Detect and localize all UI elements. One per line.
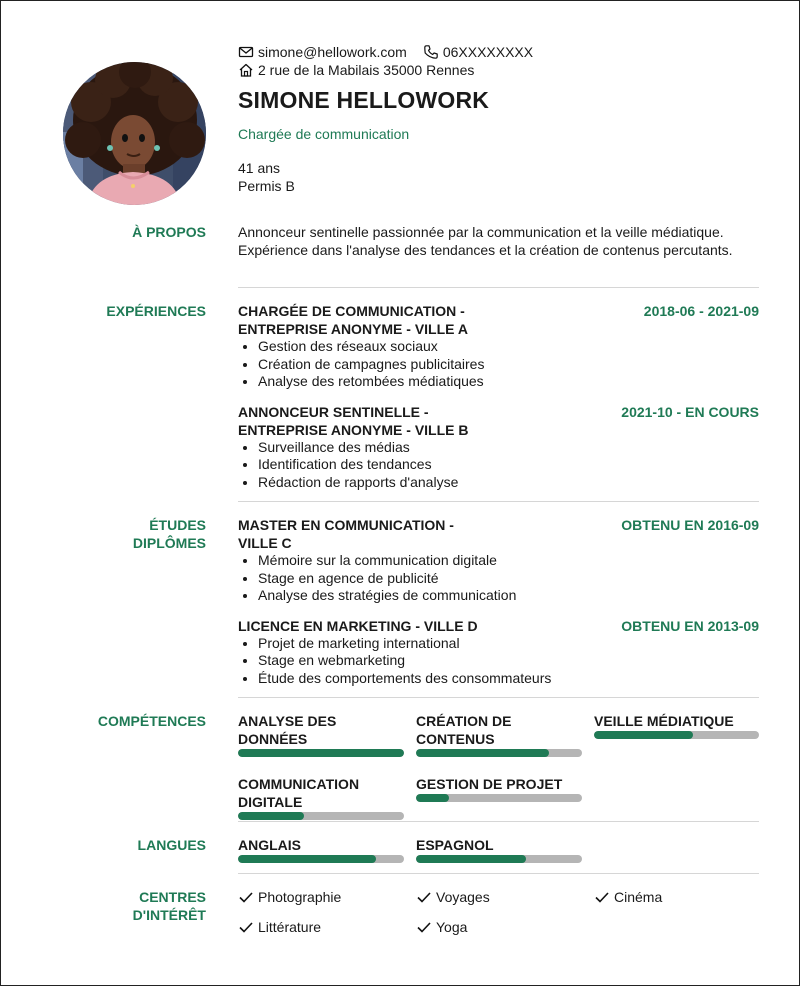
check-icon — [594, 889, 610, 905]
education-title: LICENCE EN MARKETING - VILLE D — [238, 617, 478, 634]
experience-entry — [238, 302, 759, 391]
bullet-item: • Surveillance des médias — [258, 439, 759, 457]
bullet-item: • Mémoire sur la communication digitale — [258, 552, 759, 570]
education-entry — [238, 516, 759, 605]
languages-grid — [238, 836, 759, 863]
skill-bar-fill — [416, 749, 549, 757]
skill-bar-fill — [594, 731, 693, 739]
language-item — [416, 836, 582, 863]
email-item[interactable] — [238, 43, 407, 61]
phone-icon — [423, 44, 439, 60]
interests-section — [238, 888, 759, 936]
interest-item — [238, 918, 416, 936]
email-text[interactable]: simone@hellowork.com — [258, 44, 407, 60]
skill-name: VEILLE MÉDIATIQUE — [594, 713, 734, 729]
skill-name: CRÉATION DE CONTENUS — [416, 713, 512, 747]
section-label-interests — [63, 888, 206, 924]
bullet-item: • Création de campagnes publicitaires — [258, 356, 759, 374]
contact-row-2 — [238, 61, 549, 79]
skill-item — [594, 712, 759, 757]
driving-license: Permis B — [238, 178, 295, 194]
interest-item — [416, 888, 594, 906]
experience-entry — [238, 403, 759, 492]
check-icon — [416, 919, 432, 935]
bullet-item: • Stage en webmarketing — [258, 652, 759, 670]
bullet-item: • Projet de marketing international — [258, 635, 759, 653]
bullet-item: • Analyse des retombées médiatiques — [258, 373, 759, 391]
bullet-item: • Étude des comportements des consommateurs — [258, 670, 759, 688]
profile-photo — [63, 62, 206, 205]
skills-section — [238, 712, 759, 820]
divider — [238, 873, 759, 874]
skill-bar — [594, 731, 759, 739]
address-item — [238, 61, 474, 79]
check-icon — [238, 889, 254, 905]
languages-section — [238, 836, 759, 863]
education-bullets — [238, 635, 759, 688]
job-title: Chargée de communication — [238, 126, 410, 142]
interest-item — [238, 888, 416, 906]
education-title: MASTER EN COMMUNICATION - VILLE C — [238, 517, 454, 551]
skill-bar — [416, 794, 582, 802]
education-date: OBTENU EN 2013-09 — [621, 617, 759, 634]
interest-item — [416, 918, 594, 936]
section-label-education — [63, 516, 206, 552]
experience-bullets — [238, 338, 759, 391]
contact-row-1 — [238, 43, 549, 61]
language-bar-fill — [416, 855, 526, 863]
section-label-skills: COMPÉTENCES — [97, 713, 206, 729]
language-name: ANGLAIS — [238, 837, 301, 853]
education-bullets — [238, 552, 759, 605]
bullet-item: • Gestion des réseaux sociaux — [258, 338, 759, 356]
skill-bar-fill — [416, 794, 449, 802]
interest-label: Photographie — [258, 889, 342, 905]
skill-item — [416, 775, 582, 820]
language-bar — [238, 855, 404, 863]
bullet-item: • Stage en agence de publicité — [258, 570, 759, 588]
section-label-about: À PROPOS — [132, 224, 206, 240]
phone-item[interactable] — [423, 43, 533, 61]
skill-name: GESTION DE PROJET — [416, 776, 563, 792]
bullet-item: • Rédaction de rapports d'analyse — [258, 474, 759, 492]
interest-label: Cinéma — [614, 889, 663, 905]
section-label-line: D'INTÉRÊT — [132, 907, 206, 923]
experience-date: 2018-06 - 2021-09 — [643, 303, 759, 319]
interest-label: Littérature — [258, 919, 322, 935]
divider — [238, 287, 759, 288]
section-label-experiences: EXPÉRIENCES — [106, 303, 206, 319]
personal-info — [238, 159, 295, 195]
skills-grid — [238, 712, 759, 820]
skill-name: ANALYSE DES DONNÉES — [238, 713, 337, 747]
age: 41 ans — [238, 160, 281, 176]
section-label-line: ÉTUDES — [149, 517, 206, 533]
skill-bar-fill — [238, 749, 404, 757]
interests-grid — [238, 888, 759, 936]
language-bar-fill — [238, 855, 376, 863]
experiences-section — [238, 302, 759, 491]
phone-text[interactable]: 06XXXXXXXX — [442, 44, 534, 60]
bullet-item: • Analyse des stratégies de communication — [258, 587, 759, 605]
experience-title: ANNONCEUR SENTINELLE - ENTREPRISE ANONYME - VILLE B — [238, 403, 469, 438]
interest-item — [594, 888, 759, 906]
divider — [238, 697, 759, 698]
skill-item — [238, 775, 404, 820]
skill-bar-fill — [238, 812, 304, 820]
language-bar — [416, 855, 582, 863]
language-name: ESPAGNOL — [416, 837, 494, 853]
interest-label: Voyages — [436, 889, 490, 905]
profile-illustration — [63, 62, 206, 205]
language-item — [238, 836, 404, 863]
candidate-name: SIMONE HELLOWORK — [238, 87, 490, 113]
experience-title: CHARGÉE DE COMMUNICATION - ENTREPRISE ANONYME - VILLE A — [238, 303, 468, 337]
about-text: Annonceur sentinelle passionnée par la communication et la veille médiatique. Expérience dans l'analyse des tendances et la création de contenus percutants. — [238, 224, 733, 258]
skill-bar — [416, 749, 582, 757]
skill-bar — [238, 812, 404, 820]
experience-bullets — [238, 439, 759, 492]
education-date: OBTENU EN 2016-09 — [621, 517, 759, 533]
contact-block — [238, 43, 549, 79]
divider — [238, 821, 759, 822]
skill-item — [238, 712, 404, 757]
section-label-languages: LANGUES — [137, 837, 206, 853]
check-icon — [416, 889, 432, 905]
bullet-item: • Identification des tendances — [258, 456, 759, 474]
section-label-line: DIPLÔMES — [132, 535, 206, 551]
experience-date: 2021-10 - EN COURS — [621, 403, 759, 420]
education-entry — [238, 617, 759, 688]
interest-label: Yoga — [436, 919, 468, 935]
skill-item — [416, 712, 582, 757]
check-icon — [238, 919, 254, 935]
education-section — [238, 516, 759, 687]
divider — [238, 501, 759, 502]
address-text: 2 rue de la Mabilais 35000 Rennes — [258, 62, 475, 78]
home-icon — [238, 62, 254, 78]
envelope-icon — [238, 44, 254, 60]
section-label-line: CENTRES — [139, 889, 206, 905]
skill-bar — [238, 749, 404, 757]
skill-name: COMMUNICATION DIGITALE — [238, 776, 360, 810]
